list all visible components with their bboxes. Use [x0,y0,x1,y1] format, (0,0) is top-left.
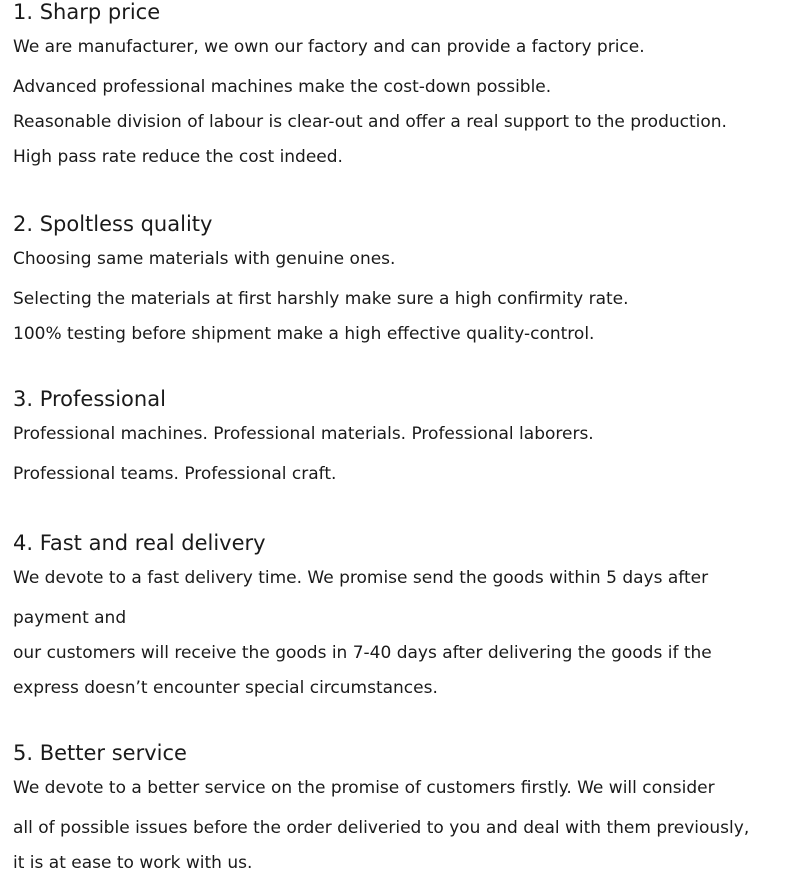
section-body [13,422,793,492]
section-body [13,566,793,706]
body-line: all of possible issues before the order deliveried to you and deal with them previously, [13,818,750,838]
body-line: We devote to a better service on the promise of customers firstly. We will consider [13,778,715,798]
section-heading: 4. Fast and real delivery [13,531,266,555]
section-heading: 5. Better service [13,741,187,765]
body-line: We devote to a fast delivery time. We promise send the goods within 5 days after [13,568,709,588]
body-line: payment and [13,608,127,628]
section-sharp-price [13,0,793,175]
body-line: We are manufacturer, we own our factory and can provide a factory price. [13,37,645,57]
body-line: 100% testing before shipment make a high effective quality-control. [13,324,595,344]
section-better-service [13,741,793,881]
section-spotless-quality [13,212,793,352]
body-line: our customers will receive the goods in 7-40 days after delivering the goods if the [13,643,712,663]
section-body [13,247,793,352]
body-line: Advanced professional machines make the cost-down possible. [13,77,552,97]
section-fast-delivery [13,531,793,706]
body-line: it is at ease to work with us. [13,853,253,873]
body-line: Choosing same materials with genuine ones. [13,249,396,269]
body-line: express doesn’t encounter special circumstances. [13,678,438,698]
section-heading: 1. Sharp price [13,0,161,24]
section-body [13,776,793,881]
section-body [13,35,793,175]
section-professional [13,387,793,492]
section-heading: 3. Professional [13,387,166,411]
section-heading: 2. Spoltless quality [13,212,213,236]
body-line: Professional machines. Professional materials. Professional laborers. [13,424,594,444]
body-line: Reasonable division of labour is clear-out and offer a real support to the production. [13,112,727,132]
body-line: Professional teams. Professional craft. [13,464,337,484]
body-line: Selecting the materials at first harshly make sure a high confirmity rate. [13,289,629,309]
body-line: High pass rate reduce the cost indeed. [13,147,343,167]
